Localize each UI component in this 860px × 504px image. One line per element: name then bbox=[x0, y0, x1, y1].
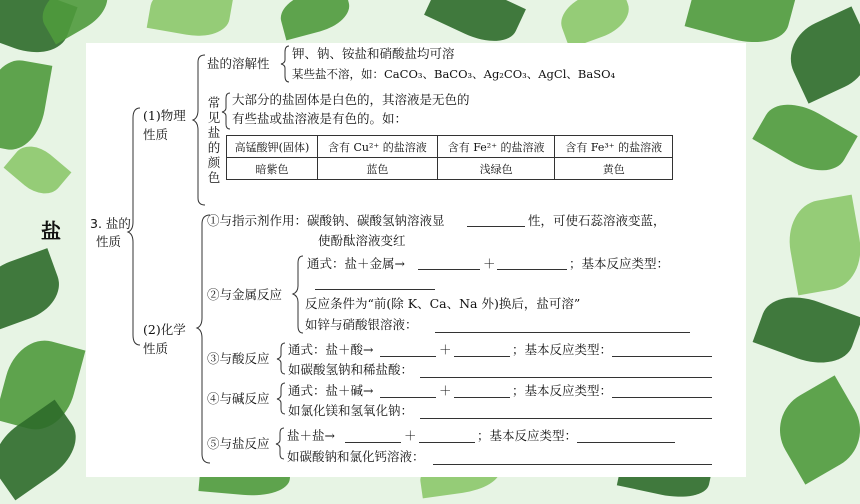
metal-general: 通式：盐＋金属→ bbox=[307, 256, 405, 271]
base-product-blank-2[interactable] bbox=[454, 383, 510, 398]
indicator-line-2: 使酚酞溶液变红 bbox=[318, 233, 406, 248]
acid-plus: ＋ bbox=[439, 342, 452, 357]
table-cell: 含有 Cu²⁺ 的盐溶液 bbox=[317, 136, 437, 158]
acid-type-blank[interactable] bbox=[612, 342, 712, 357]
salt-product-blank-1[interactable] bbox=[345, 428, 401, 443]
table-cell: 浅绿色 bbox=[437, 158, 555, 180]
salt-plus: ＋ bbox=[404, 428, 417, 443]
metal-type-blank[interactable] bbox=[315, 275, 435, 290]
salt-type-label: ；基本反应类型： bbox=[477, 428, 578, 443]
indicator-line-1b: 性，可使石蕊溶液变蓝， bbox=[528, 213, 666, 228]
acid-example-blank[interactable] bbox=[420, 363, 712, 378]
table-row bbox=[227, 136, 673, 158]
acid-type-label: ；基本反应类型： bbox=[512, 342, 613, 357]
metal-product-blank-1[interactable] bbox=[418, 255, 480, 270]
table-cell: 蓝色 bbox=[317, 158, 437, 180]
table-cell: 暗紫色 bbox=[227, 158, 318, 180]
side-title: 盐 bbox=[41, 219, 61, 243]
metal-example-blank[interactable] bbox=[435, 318, 690, 333]
acid-product-blank-1[interactable] bbox=[380, 342, 436, 357]
metal-example: 如锌与硝酸银溶液： bbox=[305, 317, 418, 332]
base-type-blank[interactable] bbox=[612, 383, 712, 398]
table-cell: 含有 Fe³⁺ 的盐溶液 bbox=[555, 136, 673, 158]
base-example-blank[interactable] bbox=[420, 404, 712, 419]
salt-type-blank[interactable] bbox=[577, 428, 675, 443]
table-row bbox=[227, 158, 673, 180]
base-plus: ＋ bbox=[439, 383, 452, 398]
metal-product-blank-2[interactable] bbox=[497, 255, 567, 270]
solubility-line-1: 钾、钠、铵盐和硝酸盐均可溶 bbox=[292, 46, 455, 61]
acid-label: ③与酸反应 bbox=[207, 351, 270, 366]
base-example: 如氯化镁和氢氧化钠： bbox=[288, 403, 414, 418]
metal-condition: 反应条件为“前(除 K、Ca、Na 外)换后，盐可溶” bbox=[305, 296, 581, 311]
indicator-blank[interactable] bbox=[467, 212, 525, 227]
acid-example: 如碳酸氢钠和稀盐酸： bbox=[288, 362, 414, 377]
physical-label: (1)物理 bbox=[143, 108, 186, 123]
color-line-2: 有些盐或盐溶液是有色的。如： bbox=[232, 111, 408, 126]
base-product-blank-1[interactable] bbox=[380, 383, 436, 398]
base-general: 通式：盐＋碱→ bbox=[288, 383, 374, 398]
salt-product-blank-2[interactable] bbox=[419, 428, 475, 443]
salt-example: 如碳酸钠和氯化钙溶液： bbox=[287, 449, 425, 464]
chemical-label: (2)化学 bbox=[143, 322, 186, 337]
acid-product-blank-2[interactable] bbox=[454, 342, 510, 357]
acid-general: 通式：盐＋酸→ bbox=[288, 342, 374, 357]
section-label-2: 性质 bbox=[96, 234, 122, 249]
color-line-1: 大部分的盐固体是白色的，其溶液是无色的 bbox=[232, 92, 470, 107]
table-cell: 高锰酸钾(固体) bbox=[227, 136, 318, 158]
base-type-label: ；基本反应类型： bbox=[512, 383, 613, 398]
metal-label: ②与金属反应 bbox=[207, 287, 283, 302]
section-label: 3. 盐的 bbox=[90, 216, 131, 231]
color-label: 常见盐的颜色 bbox=[207, 95, 221, 185]
color-table bbox=[226, 135, 673, 180]
indicator-line-1: ①与指示剂作用：碳酸钠、碳酸氢钠溶液显 bbox=[207, 213, 445, 228]
physical-label-2: 性质 bbox=[143, 127, 169, 142]
solubility-label: 盐的溶解性 bbox=[207, 56, 270, 71]
table-cell: 含有 Fe²⁺ 的盐溶液 bbox=[437, 136, 555, 158]
chemical-label-2: 性质 bbox=[143, 341, 169, 356]
salt-label: ⑤与盐反应 bbox=[207, 436, 270, 451]
salt-example-blank[interactable] bbox=[433, 450, 712, 465]
table-cell: 黄色 bbox=[555, 158, 673, 180]
solubility-line-2: 某些盐不溶，如：CaCO₃、BaCO₃、Ag₂CO₃、AgCl、BaSO₄ bbox=[292, 67, 616, 81]
metal-plus: ＋ bbox=[483, 256, 496, 271]
salt-general: 盐＋盐→ bbox=[287, 428, 335, 443]
metal-type-label: ；基本反应类型： bbox=[569, 256, 670, 271]
base-label: ④与碱反应 bbox=[207, 391, 270, 406]
